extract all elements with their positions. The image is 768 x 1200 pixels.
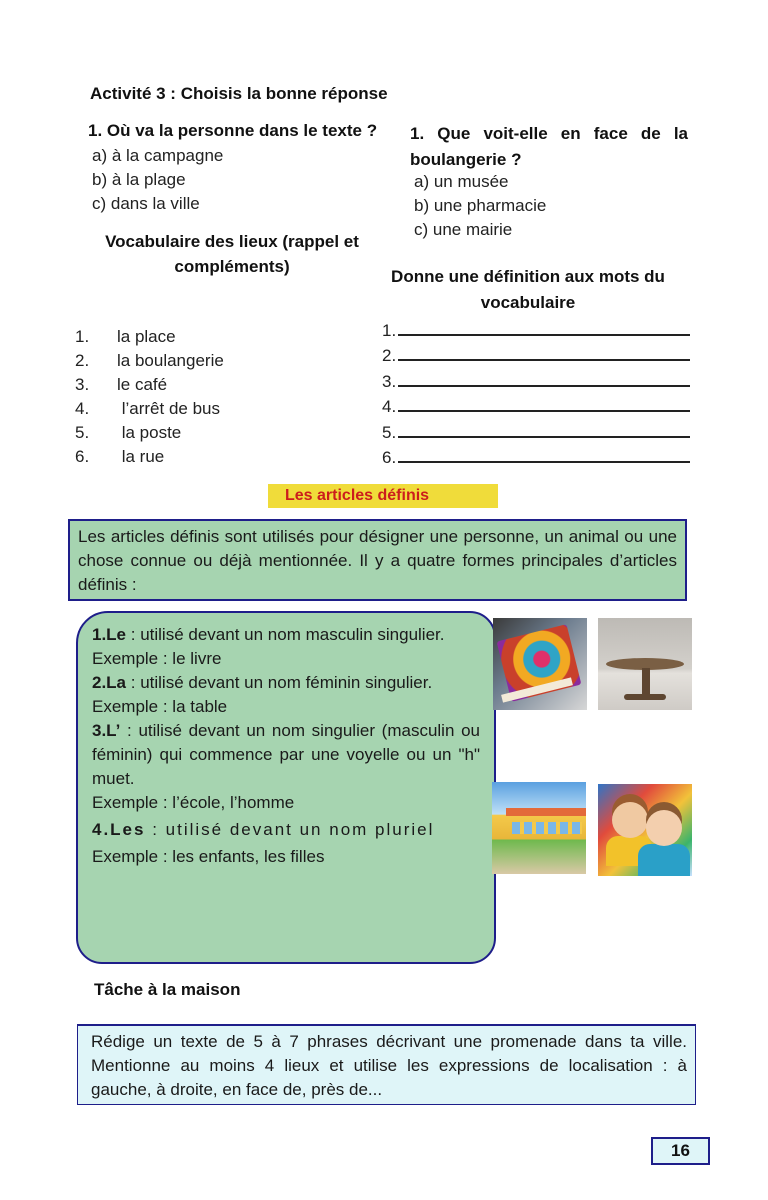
vocab-num: 3. xyxy=(75,375,90,394)
homework-box: Rédige un texte de 5 à 7 phrases décrivant une promenade dans ta ville. Mentionne au moins 4 lieux et utilise les expressions de localisation : à gauche, à droite, en face de, près de... xyxy=(77,1024,696,1105)
rule-label: 1.Le xyxy=(92,625,127,644)
definition-line[interactable] xyxy=(382,443,690,469)
question-2-options xyxy=(414,170,546,242)
blank-line[interactable] xyxy=(398,461,690,463)
vocabulary-list xyxy=(75,325,224,469)
rule-les xyxy=(92,815,480,845)
question-1: 1. Où va la personne dans le texte ? xyxy=(88,121,378,140)
rule-example: Exemple : le livre xyxy=(92,649,222,668)
rule-la xyxy=(92,671,480,695)
vocabulary-item xyxy=(75,421,224,445)
vocab-word: la poste xyxy=(117,423,182,442)
rule-desc: : utilisé devant un nom féminin singulier. xyxy=(126,673,433,692)
rule-desc: : utilisé devant un nom masculin singulier. xyxy=(126,625,445,644)
rule-example: Exemple : l’école, l’homme xyxy=(92,793,295,812)
activity-title: Activité 3 : Choisis la bonne réponse xyxy=(90,84,388,103)
rule-label: 2.La xyxy=(92,673,127,692)
children-image xyxy=(598,784,692,876)
articles-banner xyxy=(268,484,498,508)
vocabulary-title: Vocabulaire des lieux (rappel et compléments) xyxy=(105,232,359,276)
q2-option-b: b) une pharmacie xyxy=(414,196,547,215)
vocab-num: 6. xyxy=(75,447,90,466)
definition-line[interactable] xyxy=(382,392,690,418)
blank-line[interactable] xyxy=(398,334,690,336)
rule-example: Exemple : la table xyxy=(92,697,228,716)
definition-num: 5. xyxy=(382,422,397,442)
vocab-word: l’arrêt de bus xyxy=(117,399,220,418)
definition-num: 4. xyxy=(382,397,397,416)
blank-line[interactable] xyxy=(398,436,690,438)
vocab-word: la rue xyxy=(117,447,165,466)
vocabulary-item xyxy=(75,397,224,421)
definition-line[interactable] xyxy=(382,341,690,367)
definition-num: 6. xyxy=(382,448,397,467)
definition-line[interactable] xyxy=(382,315,690,341)
homework-title: Tâche à la maison xyxy=(94,980,241,999)
vocabulary-item xyxy=(75,445,224,469)
vocabulary-item xyxy=(75,349,224,373)
blank-line[interactable] xyxy=(398,410,690,412)
definition-num: 3. xyxy=(382,371,397,391)
q1-option-c: c) dans la ville xyxy=(92,194,200,213)
q1-option-b: b) à la plage xyxy=(92,170,186,189)
question-1-options xyxy=(92,144,223,216)
rule-label: 4.Les xyxy=(92,820,146,839)
school-image xyxy=(492,782,586,874)
rule-l-apostrophe xyxy=(92,719,480,791)
rule-le xyxy=(92,623,480,647)
question-2 xyxy=(410,121,688,173)
vocabulary-item xyxy=(75,373,224,397)
definition-line[interactable] xyxy=(382,366,690,392)
vocab-num: 2. xyxy=(75,351,90,370)
definition-lines xyxy=(382,315,690,468)
question-2-text: 1. Que voit-elle en face de la boulangerie ? xyxy=(410,124,688,169)
vocab-word: la place xyxy=(117,327,176,346)
articles-intro-box: Les articles définis sont utilisés pour désigner une personne, un animal ou une chose connue ou déjà mentionnée. Il y a quatre formes principales d’articles définis : xyxy=(68,519,687,601)
q2-option-a: a) un musée xyxy=(414,172,509,191)
page-number: 16 xyxy=(651,1137,710,1165)
vocab-word: la boulangerie xyxy=(117,351,224,370)
vocab-num: 1. xyxy=(75,327,90,346)
definitions-title: Donne une définition aux mots du vocabulaire xyxy=(391,267,665,312)
q1-option-a: a) à la campagne xyxy=(92,146,224,165)
articles-banner-text: Les articles définis xyxy=(285,487,430,504)
vocab-word: le café xyxy=(117,375,168,394)
blank-line[interactable] xyxy=(398,385,690,387)
articles-rules-box xyxy=(76,611,496,964)
blank-line[interactable] xyxy=(398,359,690,361)
book-image xyxy=(493,618,587,710)
rule-desc: : utilisé devant un nom pluriel xyxy=(145,820,435,839)
rule-example: Exemple : les enfants, les filles xyxy=(92,847,325,866)
vocab-num: 4. xyxy=(75,399,90,418)
table-image xyxy=(598,618,692,710)
rule-desc: : utilisé devant un nom singulier (masculin ou féminin) qui commence par une voyelle ou un "h" muet. xyxy=(92,721,480,788)
definition-num: 1. xyxy=(382,320,397,340)
vocab-num: 5. xyxy=(75,423,90,442)
vocabulary-item xyxy=(75,325,224,349)
rule-label: 3.L’ xyxy=(92,721,121,740)
q2-option-c: c) une mairie xyxy=(414,220,513,239)
definition-num: 2. xyxy=(382,346,397,365)
definition-line[interactable] xyxy=(382,417,690,443)
